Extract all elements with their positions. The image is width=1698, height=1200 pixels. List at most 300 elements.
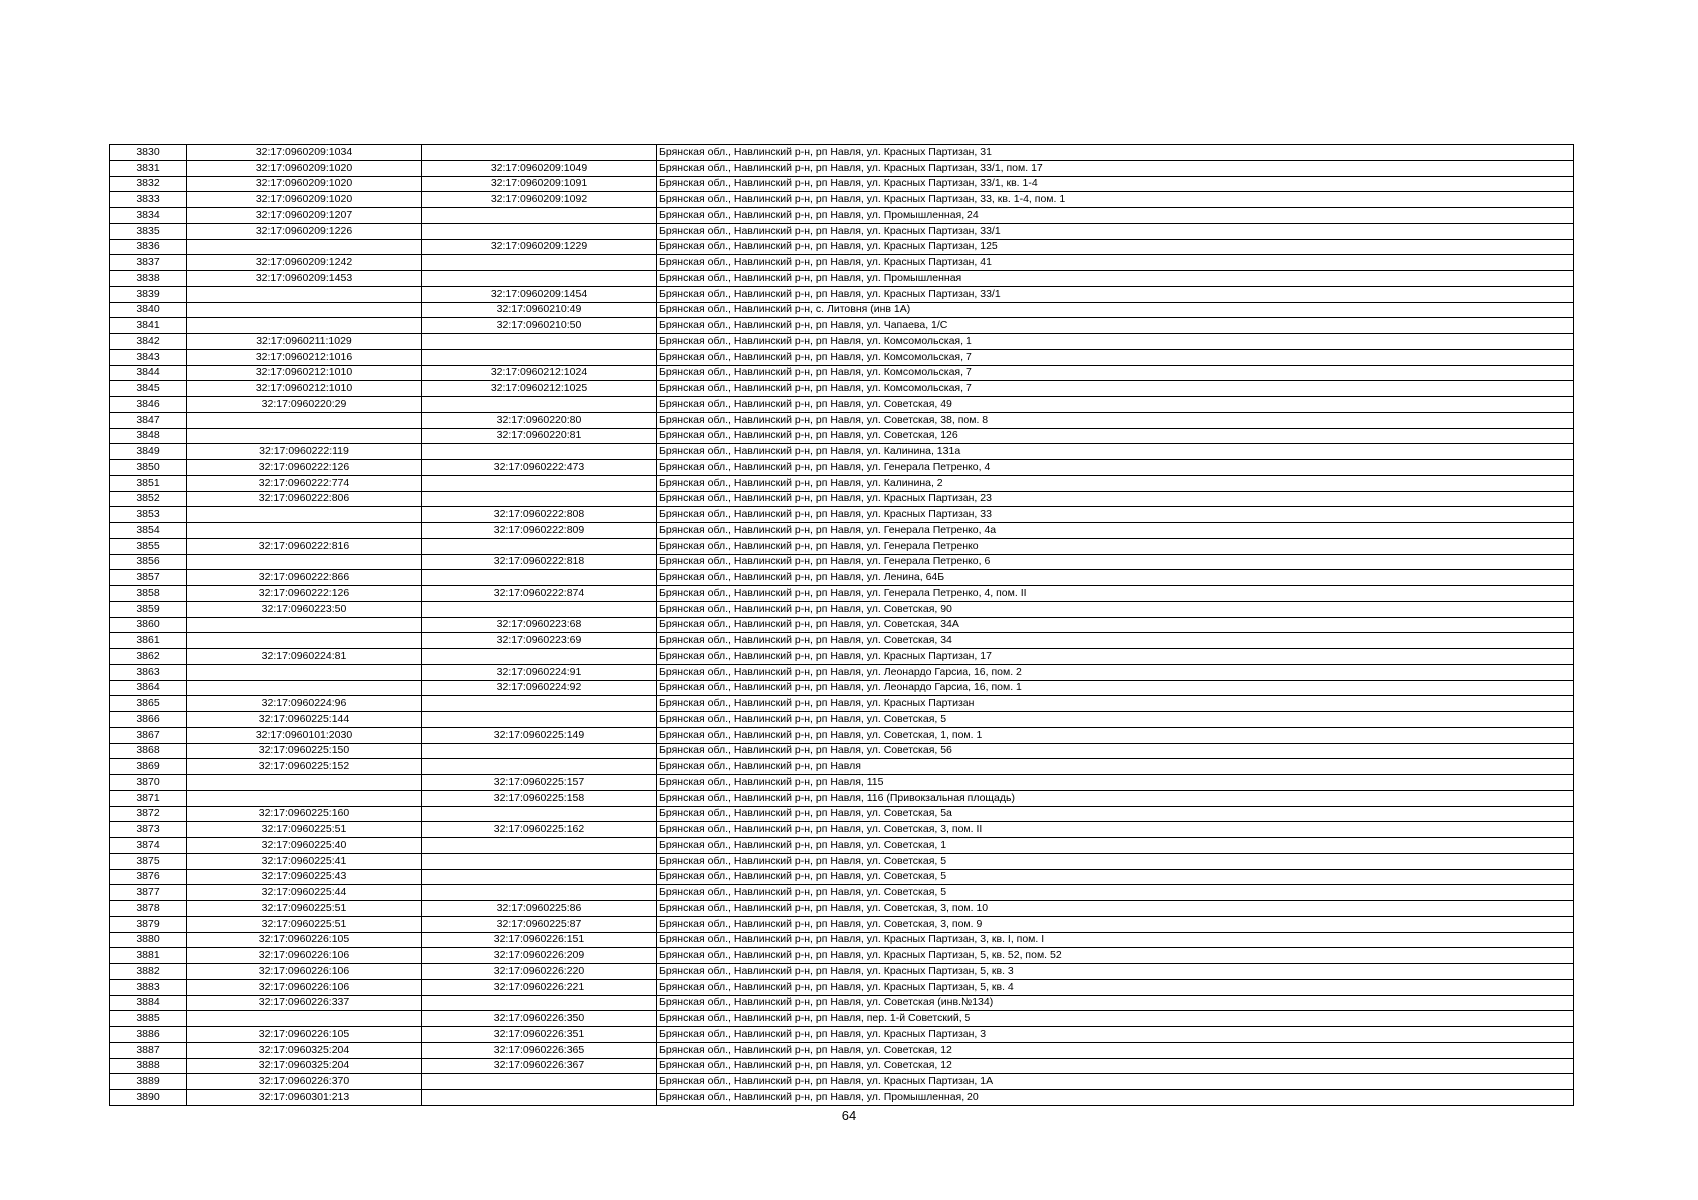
row-number-cell: 3843	[110, 349, 187, 365]
row-number-cell: 3873	[110, 822, 187, 838]
cadastral-number-cell: 32:17:0960225:51	[187, 916, 422, 932]
address-cell: Брянская обл., Навлинский р-н, рп Навля, ул. Советская, 3, пом. 10	[657, 901, 1574, 917]
row-number-cell: 3837	[110, 255, 187, 271]
object-cadastral-number-cell: 32:17:0960210:50	[422, 318, 657, 334]
row-number-cell: 3857	[110, 570, 187, 586]
object-cadastral-number-cell	[422, 570, 657, 586]
cadastral-table-body	[110, 145, 1574, 1106]
row-number-cell: 3838	[110, 271, 187, 287]
row-number-cell: 3877	[110, 885, 187, 901]
address-cell: Брянская обл., Навлинский р-н, рп Навля, ул. Промышленная, 20	[657, 1090, 1574, 1106]
table-row	[110, 223, 1574, 239]
address-cell: Брянская обл., Навлинский р-н, рп Навля, ул. Советская, 5	[657, 885, 1574, 901]
address-cell: Брянская обл., Навлинский р-н, рп Навля, ул. Советская, 3, пом. 9	[657, 916, 1574, 932]
address-cell: Брянская обл., Навлинский р-н, рп Навля, ул. Советская, 1	[657, 838, 1574, 854]
cadastral-number-cell: 32:17:0960225:51	[187, 822, 422, 838]
table-row	[110, 334, 1574, 350]
table-row	[110, 1011, 1574, 1027]
object-cadastral-number-cell	[422, 145, 657, 161]
table-row	[110, 318, 1574, 334]
cadastral-number-cell	[187, 507, 422, 523]
row-number-cell: 3832	[110, 176, 187, 192]
table-row	[110, 649, 1574, 665]
row-number-cell: 3830	[110, 145, 187, 161]
table-row	[110, 1090, 1574, 1106]
table-row	[110, 1058, 1574, 1074]
address-cell: Брянская обл., Навлинский р-н, рп Навля, ул. Леонардо Гарсиа, 16, пом. 1	[657, 680, 1574, 696]
cadastral-number-cell: 32:17:0960222:126	[187, 460, 422, 476]
row-number-cell: 3859	[110, 601, 187, 617]
object-cadastral-number-cell	[422, 223, 657, 239]
object-cadastral-number-cell: 32:17:0960220:80	[422, 412, 657, 428]
cadastral-number-cell	[187, 1011, 422, 1027]
row-number-cell: 3851	[110, 475, 187, 491]
address-cell: Брянская обл., Навлинский р-н, рп Навля, ул. Красных Партизан, 41	[657, 255, 1574, 271]
address-cell: Брянская обл., Навлинский р-н, рп Навля, ул. Советская (инв.№134)	[657, 995, 1574, 1011]
row-number-cell: 3874	[110, 838, 187, 854]
object-cadastral-number-cell: 32:17:0960226:351	[422, 1027, 657, 1043]
cadastral-number-cell: 32:17:0960225:51	[187, 901, 422, 917]
object-cadastral-number-cell	[422, 869, 657, 885]
table-row	[110, 664, 1574, 680]
cadastral-number-cell: 32:17:0960226:106	[187, 964, 422, 980]
object-cadastral-number-cell: 32:17:0960226:350	[422, 1011, 657, 1027]
cadastral-number-cell	[187, 239, 422, 255]
address-cell: Брянская обл., Навлинский р-н, рп Навля	[657, 759, 1574, 775]
address-cell: Брянская обл., Навлинский р-н, рп Навля, ул. Калинина, 131а	[657, 444, 1574, 460]
table-row	[110, 444, 1574, 460]
row-number-cell: 3887	[110, 1042, 187, 1058]
address-cell: Брянская обл., Навлинский р-н, рп Навля, ул. Генерала Петренко, 4, пом. II	[657, 586, 1574, 602]
cadastral-number-cell: 32:17:0960222:774	[187, 475, 422, 491]
page-number: 64	[841, 1108, 857, 1123]
cadastral-number-cell: 32:17:0960222:866	[187, 570, 422, 586]
table-row	[110, 601, 1574, 617]
row-number-cell: 3861	[110, 633, 187, 649]
object-cadastral-number-cell	[422, 712, 657, 728]
object-cadastral-number-cell: 32:17:0960222:808	[422, 507, 657, 523]
address-cell: Брянская обл., Навлинский р-н, рп Навля, ул. Комсомольская, 7	[657, 365, 1574, 381]
address-cell: Брянская обл., Навлинский р-н, рп Навля, ул. Комсомольская, 1	[657, 334, 1574, 350]
row-number-cell: 3876	[110, 869, 187, 885]
address-cell: Брянская обл., Навлинский р-н, рп Навля, ул. Красных Партизан, 33/1	[657, 286, 1574, 302]
table-row	[110, 617, 1574, 633]
row-number-cell: 3872	[110, 806, 187, 822]
table-row	[110, 507, 1574, 523]
address-cell: Брянская обл., Навлинский р-н, рп Навля, 115	[657, 775, 1574, 791]
cadastral-number-cell: 32:17:0960101:2030	[187, 727, 422, 743]
object-cadastral-number-cell: 32:17:0960222:809	[422, 523, 657, 539]
row-number-cell: 3867	[110, 727, 187, 743]
table-row	[110, 948, 1574, 964]
address-cell: Брянская обл., Навлинский р-н, рп Навля, ул. Промышленная	[657, 271, 1574, 287]
table-row	[110, 491, 1574, 507]
object-cadastral-number-cell: 32:17:0960226:221	[422, 979, 657, 995]
row-number-cell: 3834	[110, 208, 187, 224]
address-cell: Брянская обл., Навлинский р-н, рп Навля, ул. Советская, 56	[657, 743, 1574, 759]
row-number-cell: 3871	[110, 790, 187, 806]
address-cell: Брянская обл., Навлинский р-н, рп Навля, ул. Советская, 3, пом. II	[657, 822, 1574, 838]
cadastral-number-cell: 32:17:0960226:105	[187, 932, 422, 948]
row-number-cell: 3883	[110, 979, 187, 995]
object-cadastral-number-cell	[422, 885, 657, 901]
cadastral-number-cell: 32:17:0960220:29	[187, 397, 422, 413]
cadastral-number-cell: 32:17:0960225:41	[187, 853, 422, 869]
cadastral-number-cell: 32:17:0960209:1242	[187, 255, 422, 271]
address-cell: Брянская обл., Навлинский р-н, рп Навля, ул. Красных Партизан, 1А	[657, 1074, 1574, 1090]
cadastral-number-cell: 32:17:0960212:1010	[187, 381, 422, 397]
object-cadastral-number-cell: 32:17:0960210:49	[422, 302, 657, 318]
table-row	[110, 885, 1574, 901]
table-row	[110, 239, 1574, 255]
cadastral-number-cell	[187, 664, 422, 680]
row-number-cell: 3863	[110, 664, 187, 680]
address-cell: Брянская обл., Навлинский р-н, рп Навля, ул. Генерала Петренко, 4	[657, 460, 1574, 476]
row-number-cell: 3844	[110, 365, 187, 381]
object-cadastral-number-cell	[422, 349, 657, 365]
table-row	[110, 208, 1574, 224]
address-cell: Брянская обл., Навлинский р-н, рп Навля, ул. Советская, 12	[657, 1058, 1574, 1074]
table-row	[110, 759, 1574, 775]
table-row	[110, 853, 1574, 869]
object-cadastral-number-cell: 32:17:0960209:1092	[422, 192, 657, 208]
object-cadastral-number-cell: 32:17:0960226:367	[422, 1058, 657, 1074]
object-cadastral-number-cell: 32:17:0960225:158	[422, 790, 657, 806]
table-row	[110, 1027, 1574, 1043]
object-cadastral-number-cell	[422, 444, 657, 460]
table-row	[110, 176, 1574, 192]
address-cell: Брянская обл., Навлинский р-н, рп Навля, ул. Красных Партизан, 33/1, пом. 17	[657, 160, 1574, 176]
cadastral-number-cell	[187, 428, 422, 444]
address-cell: Брянская обл., Навлинский р-н, рп Навля, ул. Красных Партизан, 5, кв. 4	[657, 979, 1574, 995]
cadastral-number-cell: 32:17:0960225:43	[187, 869, 422, 885]
table-row	[110, 412, 1574, 428]
cadastral-number-cell	[187, 523, 422, 539]
row-number-cell: 3868	[110, 743, 187, 759]
cadastral-number-cell: 32:17:0960209:1453	[187, 271, 422, 287]
address-cell: Брянская обл., Навлинский р-н, рп Навля, ул. Комсомольская, 7	[657, 381, 1574, 397]
cadastral-number-cell: 32:17:0960222:126	[187, 586, 422, 602]
object-cadastral-number-cell: 32:17:0960212:1024	[422, 365, 657, 381]
table-row	[110, 523, 1574, 539]
table-row	[110, 586, 1574, 602]
cadastral-number-cell: 32:17:0960222:119	[187, 444, 422, 460]
address-cell: Брянская обл., Навлинский р-н, рп Навля, ул. Красных Партизан, 33	[657, 507, 1574, 523]
cadastral-number-cell: 32:17:0960209:1020	[187, 160, 422, 176]
object-cadastral-number-cell	[422, 853, 657, 869]
address-cell: Брянская обл., Навлинский р-н, рп Навля, ул. Красных Партизан, 33, кв. 1-4, пом. 1	[657, 192, 1574, 208]
address-cell: Брянская обл., Навлинский р-н, рп Навля, ул. Советская, 5	[657, 712, 1574, 728]
row-number-cell: 3842	[110, 334, 187, 350]
row-number-cell: 3846	[110, 397, 187, 413]
address-cell: Брянская обл., Навлинский р-н, рп Навля, ул. Красных Партизан, 23	[657, 491, 1574, 507]
object-cadastral-number-cell: 32:17:0960225:157	[422, 775, 657, 791]
object-cadastral-number-cell	[422, 255, 657, 271]
object-cadastral-number-cell	[422, 1090, 657, 1106]
table-row	[110, 743, 1574, 759]
table-row	[110, 964, 1574, 980]
object-cadastral-number-cell	[422, 397, 657, 413]
address-cell: Брянская обл., Навлинский р-н, рп Навля, ул. Советская, 1, пом. 1	[657, 727, 1574, 743]
cadastral-number-cell: 32:17:0960226:106	[187, 948, 422, 964]
cadastral-number-cell: 32:17:0960224:81	[187, 649, 422, 665]
address-cell: Брянская обл., Навлинский р-н, рп Навля, ул. Советская, 38, пом. 8	[657, 412, 1574, 428]
object-cadastral-number-cell: 32:17:0960224:91	[422, 664, 657, 680]
address-cell: Брянская обл., Навлинский р-н, рп Навля, ул. Генерала Петренко	[657, 538, 1574, 554]
cadastral-number-cell	[187, 302, 422, 318]
table-row	[110, 428, 1574, 444]
row-number-cell: 3881	[110, 948, 187, 964]
row-number-cell: 3831	[110, 160, 187, 176]
table-row	[110, 775, 1574, 791]
address-cell: Брянская обл., Навлинский р-н, рп Навля, ул. Калинина, 2	[657, 475, 1574, 491]
object-cadastral-number-cell: 32:17:0960209:1049	[422, 160, 657, 176]
object-cadastral-number-cell: 32:17:0960222:473	[422, 460, 657, 476]
cadastral-number-cell: 32:17:0960225:44	[187, 885, 422, 901]
table-row	[110, 160, 1574, 176]
table-row	[110, 381, 1574, 397]
object-cadastral-number-cell: 32:17:0960223:68	[422, 617, 657, 633]
cadastral-number-cell: 32:17:0960222:816	[187, 538, 422, 554]
cadastral-number-cell: 32:17:0960222:806	[187, 491, 422, 507]
table-row	[110, 460, 1574, 476]
object-cadastral-number-cell: 32:17:0960225:162	[422, 822, 657, 838]
object-cadastral-number-cell	[422, 806, 657, 822]
table-row	[110, 806, 1574, 822]
cadastral-number-cell: 32:17:0960209:1207	[187, 208, 422, 224]
object-cadastral-number-cell	[422, 838, 657, 854]
row-number-cell: 3865	[110, 696, 187, 712]
address-cell: Брянская обл., Навлинский р-н, рп Навля, ул. Советская, 49	[657, 397, 1574, 413]
address-cell: Брянская обл., Навлинский р-н, рп Навля, ул. Советская, 5	[657, 869, 1574, 885]
row-number-cell: 3848	[110, 428, 187, 444]
table-row	[110, 696, 1574, 712]
row-number-cell: 3869	[110, 759, 187, 775]
object-cadastral-number-cell: 32:17:0960209:1091	[422, 176, 657, 192]
cadastral-number-cell: 32:17:0960211:1029	[187, 334, 422, 350]
cadastral-number-cell: 32:17:0960209:1020	[187, 176, 422, 192]
cadastral-number-cell: 32:17:0960209:1034	[187, 145, 422, 161]
row-number-cell: 3847	[110, 412, 187, 428]
cadastral-number-cell: 32:17:0960212:1016	[187, 349, 422, 365]
row-number-cell: 3841	[110, 318, 187, 334]
cadastral-number-cell	[187, 790, 422, 806]
row-number-cell: 3852	[110, 491, 187, 507]
row-number-cell: 3870	[110, 775, 187, 791]
address-cell: Брянская обл., Навлинский р-н, рп Навля, ул. Ленина, 64Б	[657, 570, 1574, 586]
address-cell: Брянская обл., Навлинский р-н, рп Навля, ул. Красных Партизан, 5, кв. 52, пом. 52	[657, 948, 1574, 964]
cadastral-number-cell: 32:17:0960325:204	[187, 1058, 422, 1074]
row-number-cell: 3854	[110, 523, 187, 539]
cadastral-number-cell: 32:17:0960226:106	[187, 979, 422, 995]
object-cadastral-number-cell: 32:17:0960226:220	[422, 964, 657, 980]
row-number-cell: 3849	[110, 444, 187, 460]
row-number-cell: 3836	[110, 239, 187, 255]
row-number-cell: 3880	[110, 932, 187, 948]
row-number-cell: 3853	[110, 507, 187, 523]
table-row	[110, 633, 1574, 649]
row-number-cell: 3884	[110, 995, 187, 1011]
table-row	[110, 349, 1574, 365]
row-number-cell: 3889	[110, 1074, 187, 1090]
cadastral-number-cell	[187, 617, 422, 633]
object-cadastral-number-cell: 32:17:0960222:874	[422, 586, 657, 602]
row-number-cell: 3882	[110, 964, 187, 980]
cadastral-number-cell: 32:17:0960325:204	[187, 1042, 422, 1058]
table-row	[110, 712, 1574, 728]
table-row	[110, 397, 1574, 413]
cadastral-number-cell: 32:17:0960301:213	[187, 1090, 422, 1106]
row-number-cell: 3878	[110, 901, 187, 917]
cadastral-number-cell	[187, 775, 422, 791]
cadastral-table	[109, 144, 1574, 1106]
object-cadastral-number-cell: 32:17:0960224:92	[422, 680, 657, 696]
table-row	[110, 790, 1574, 806]
object-cadastral-number-cell	[422, 696, 657, 712]
table-row	[110, 1042, 1574, 1058]
address-cell: Брянская обл., Навлинский р-н, рп Навля, ул. Леонардо Гарсиа, 16, пом. 2	[657, 664, 1574, 680]
table-row	[110, 302, 1574, 318]
row-number-cell: 3886	[110, 1027, 187, 1043]
row-number-cell: 3864	[110, 680, 187, 696]
object-cadastral-number-cell	[422, 271, 657, 287]
object-cadastral-number-cell	[422, 759, 657, 775]
address-cell: Брянская обл., Навлинский р-н, рп Навля, ул. Красных Партизан, 33/1	[657, 223, 1574, 239]
cadastral-number-cell	[187, 412, 422, 428]
address-cell: Брянская обл., Навлинский р-н, с. Литовня (инв 1А)	[657, 302, 1574, 318]
row-number-cell: 3888	[110, 1058, 187, 1074]
row-number-cell: 3856	[110, 554, 187, 570]
row-number-cell: 3862	[110, 649, 187, 665]
address-cell: Брянская обл., Навлинский р-н, рп Навля, ул. Советская, 34А	[657, 617, 1574, 633]
address-cell: Брянская обл., Навлинский р-н, рп Навля, ул. Советская, 5а	[657, 806, 1574, 822]
address-cell: Брянская обл., Навлинский р-н, рп Навля, ул. Промышленная, 24	[657, 208, 1574, 224]
row-number-cell: 3833	[110, 192, 187, 208]
address-cell: Брянская обл., Навлинский р-н, рп Навля, ул. Красных Партизан, 125	[657, 239, 1574, 255]
row-number-cell: 3866	[110, 712, 187, 728]
address-cell: Брянская обл., Навлинский р-н, рп Навля, ул. Красных Партизан, 5, кв. 3	[657, 964, 1574, 980]
table-row	[110, 271, 1574, 287]
object-cadastral-number-cell: 32:17:0960209:1454	[422, 286, 657, 302]
address-cell: Брянская обл., Навлинский р-н, рп Навля, ул. Советская, 34	[657, 633, 1574, 649]
table-row	[110, 570, 1574, 586]
address-cell: Брянская обл., Навлинский р-н, рп Навля, ул. Комсомольская, 7	[657, 349, 1574, 365]
table-row	[110, 192, 1574, 208]
row-number-cell: 3855	[110, 538, 187, 554]
address-cell: Брянская обл., Навлинский р-н, рп Навля, ул. Советская, 5	[657, 853, 1574, 869]
table-row	[110, 475, 1574, 491]
table-row	[110, 554, 1574, 570]
address-cell: Брянская обл., Навлинский р-н, рп Навля, ул. Красных Партизан, 3	[657, 1027, 1574, 1043]
address-cell: Брянская обл., Навлинский р-н, рп Навля, пер. 1-й Советский, 5	[657, 1011, 1574, 1027]
object-cadastral-number-cell: 32:17:0960212:1025	[422, 381, 657, 397]
row-number-cell: 3840	[110, 302, 187, 318]
object-cadastral-number-cell	[422, 995, 657, 1011]
cadastral-number-cell: 32:17:0960226:370	[187, 1074, 422, 1090]
table-row	[110, 255, 1574, 271]
address-cell: Брянская обл., Навлинский р-н, рп Навля, ул. Советская, 90	[657, 601, 1574, 617]
row-number-cell: 3879	[110, 916, 187, 932]
address-cell: Брянская обл., Навлинский р-н, рп Навля, ул. Генерала Петренко, 6	[657, 554, 1574, 570]
object-cadastral-number-cell: 32:17:0960209:1229	[422, 239, 657, 255]
cadastral-number-cell: 32:17:0960223:50	[187, 601, 422, 617]
object-cadastral-number-cell	[422, 1074, 657, 1090]
object-cadastral-number-cell: 32:17:0960220:81	[422, 428, 657, 444]
table-row	[110, 538, 1574, 554]
cadastral-number-cell	[187, 286, 422, 302]
object-cadastral-number-cell: 32:17:0960225:87	[422, 916, 657, 932]
row-number-cell: 3858	[110, 586, 187, 602]
object-cadastral-number-cell	[422, 475, 657, 491]
cadastral-number-cell: 32:17:0960225:150	[187, 743, 422, 759]
address-cell: Брянская обл., Навлинский р-н, рп Навля, ул. Красных Партизан	[657, 696, 1574, 712]
row-number-cell: 3850	[110, 460, 187, 476]
table-row	[110, 680, 1574, 696]
table-row	[110, 145, 1574, 161]
cadastral-number-cell: 32:17:0960209:1226	[187, 223, 422, 239]
table-row	[110, 822, 1574, 838]
object-cadastral-number-cell	[422, 538, 657, 554]
object-cadastral-number-cell	[422, 601, 657, 617]
address-cell: Брянская обл., Навлинский р-н, рп Навля, ул. Чапаева, 1/С	[657, 318, 1574, 334]
object-cadastral-number-cell	[422, 208, 657, 224]
table-row	[110, 1074, 1574, 1090]
address-cell: Брянская обл., Навлинский р-н, рп Навля, 116 (Привокзальная площадь)	[657, 790, 1574, 806]
table-row	[110, 838, 1574, 854]
row-number-cell: 3835	[110, 223, 187, 239]
object-cadastral-number-cell	[422, 743, 657, 759]
address-cell: Брянская обл., Навлинский р-н, рп Навля, ул. Красных Партизан, 17	[657, 649, 1574, 665]
cadastral-number-cell: 32:17:0960225:152	[187, 759, 422, 775]
object-cadastral-number-cell: 32:17:0960226:209	[422, 948, 657, 964]
address-cell: Брянская обл., Навлинский р-н, рп Навля, ул. Красных Партизан, 31	[657, 145, 1574, 161]
table-row	[110, 869, 1574, 885]
table-row	[110, 932, 1574, 948]
cadastral-number-cell: 32:17:0960226:337	[187, 995, 422, 1011]
row-number-cell: 3890	[110, 1090, 187, 1106]
table-row	[110, 995, 1574, 1011]
object-cadastral-number-cell	[422, 649, 657, 665]
table-row	[110, 916, 1574, 932]
table-row	[110, 901, 1574, 917]
row-number-cell: 3839	[110, 286, 187, 302]
row-number-cell: 3845	[110, 381, 187, 397]
row-number-cell: 3885	[110, 1011, 187, 1027]
table-row	[110, 979, 1574, 995]
cadastral-number-cell: 32:17:0960212:1010	[187, 365, 422, 381]
address-cell: Брянская обл., Навлинский р-н, рп Навля, ул. Советская, 126	[657, 428, 1574, 444]
table-row	[110, 727, 1574, 743]
address-cell: Брянская обл., Навлинский р-н, рп Навля, ул. Советская, 12	[657, 1042, 1574, 1058]
cadastral-number-cell: 32:17:0960225:160	[187, 806, 422, 822]
cadastral-number-cell	[187, 633, 422, 649]
object-cadastral-number-cell: 32:17:0960225:149	[422, 727, 657, 743]
cadastral-number-cell	[187, 680, 422, 696]
object-cadastral-number-cell: 32:17:0960226:365	[422, 1042, 657, 1058]
object-cadastral-number-cell: 32:17:0960223:69	[422, 633, 657, 649]
object-cadastral-number-cell: 32:17:0960222:818	[422, 554, 657, 570]
cadastral-number-cell: 32:17:0960224:96	[187, 696, 422, 712]
address-cell: Брянская обл., Навлинский р-н, рп Навля, ул. Красных Партизан, 3, кв. I, пом. I	[657, 932, 1574, 948]
table-row	[110, 286, 1574, 302]
address-cell: Брянская обл., Навлинский р-н, рп Навля, ул. Генерала Петренко, 4а	[657, 523, 1574, 539]
cadastral-number-cell	[187, 554, 422, 570]
object-cadastral-number-cell	[422, 334, 657, 350]
table-row	[110, 365, 1574, 381]
cadastral-number-cell: 32:17:0960225:40	[187, 838, 422, 854]
object-cadastral-number-cell: 32:17:0960225:86	[422, 901, 657, 917]
object-cadastral-number-cell	[422, 491, 657, 507]
